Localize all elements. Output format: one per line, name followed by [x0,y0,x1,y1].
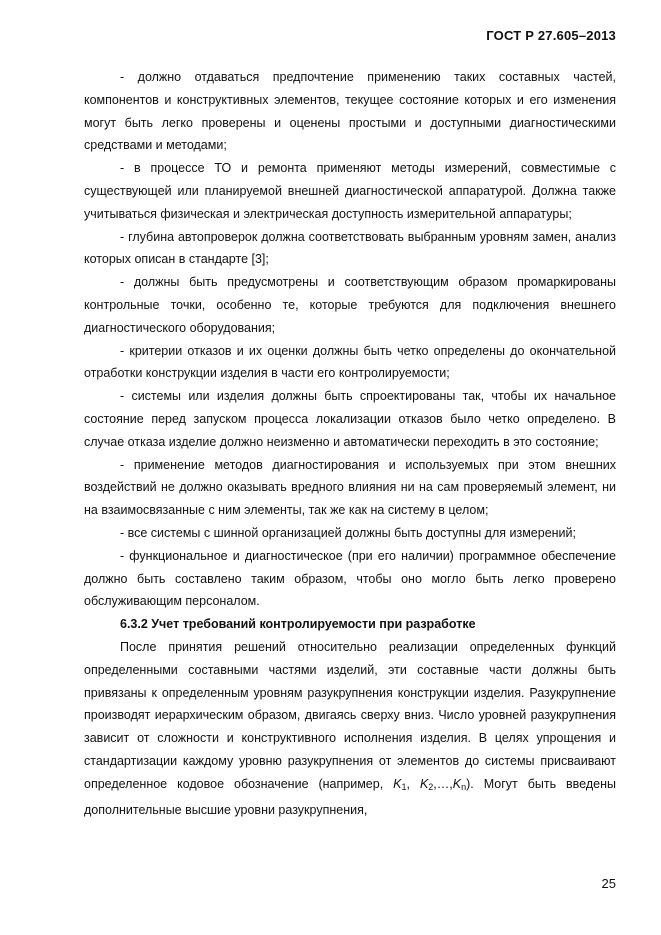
level-symbol: K [393,776,402,791]
list-item: - функциональное и диагностическое (при его наличии) программное обеспечение должно быть составлено таким образом, чтобы оно могло быть легко проверено обслуживающим персоналом. [84,548,616,609]
level-separator: , [406,776,420,791]
paragraph-text-end: ). Могут быть введены дополнительные высшие уровни разукрупнения, [84,776,616,817]
level-subscript: 2 [428,781,434,792]
list-item: - должны быть предусмотрены и соответствующим образом промаркированы контрольные точки, особенно те, которые требуются для подключения внешнего диагностического оборудования; [84,275,616,335]
list-item: - системы или изделия должны быть спроектированы так, чтобы их начальное состояние перед запуском процесса локализации отказов было четко определено. В случае отказа изделие должно неизменно и автоматически переходить в это состояние; [84,389,616,449]
list-item: - в процессе ТО и ремонта применяют методы измерений, совместимые с существующей или планируемой внешней диагностической аппаратурой. Должна также учитываться физическая и электрическая доступность измерительной аппаратуры; [84,161,616,221]
list-item: - критерии отказов и их оценки должны быть четко определены до окончательной отработки конструкции изделия в части его контролируемости; [84,343,616,381]
standard-number-header: ГОСТ Р 27.605–2013 [486,28,616,43]
page-number: 25 [601,876,616,891]
list-item: - применение методов диагностирования и используемых при этом внешних воздействий не должно оказывать вредного влияния ни на сам проверяемый элемент, ни на взаимосвязанные с ним элементы, так же как на систему в целом; [84,457,616,518]
level-symbol: K [419,776,429,791]
list-item: - глубина автопроверок должна соответствовать выбранным уровням замен, анализ которых описан в стандарте [3]; [84,229,616,267]
document-body [84,66,616,821]
level-separator: ,…, [433,776,453,791]
level-subscript: 1 [401,781,407,792]
section-heading: 6.3.2 Учет требований контролируемости при разработке [120,617,476,632]
list-item: - должно отдаваться предпочтение применению таких составных частей, компонентов и конструктивных элементов, текущее состояние которых и его изменения могут быть легко проверены и оценены простыми и доступными диагностическими средствами и методами; [84,70,616,153]
paragraph-text-start: После принятия решений относительно реализации определенных функций определенными составными частями изделий, эти составные части должны быть привязаны к определенным уровням разукрупнения конструкции изделия. Разукрупнение производят иерархическим образом, двигаясь сверху вниз. Число уровней разукрупнения зависит от сложности и конструктивного исполнения изделия. В целях упрощения и стандартизации каждому уровню разукрупнения от элементов до системы присваивают определенное кодовое обозначение (например, [84,639,616,791]
section-paragraph [84,636,616,821]
list-item: - все системы с шинной организацией должны быть доступны для измерений; [120,525,576,540]
level-symbol: K [452,776,462,791]
level-subscript: n [461,781,467,792]
